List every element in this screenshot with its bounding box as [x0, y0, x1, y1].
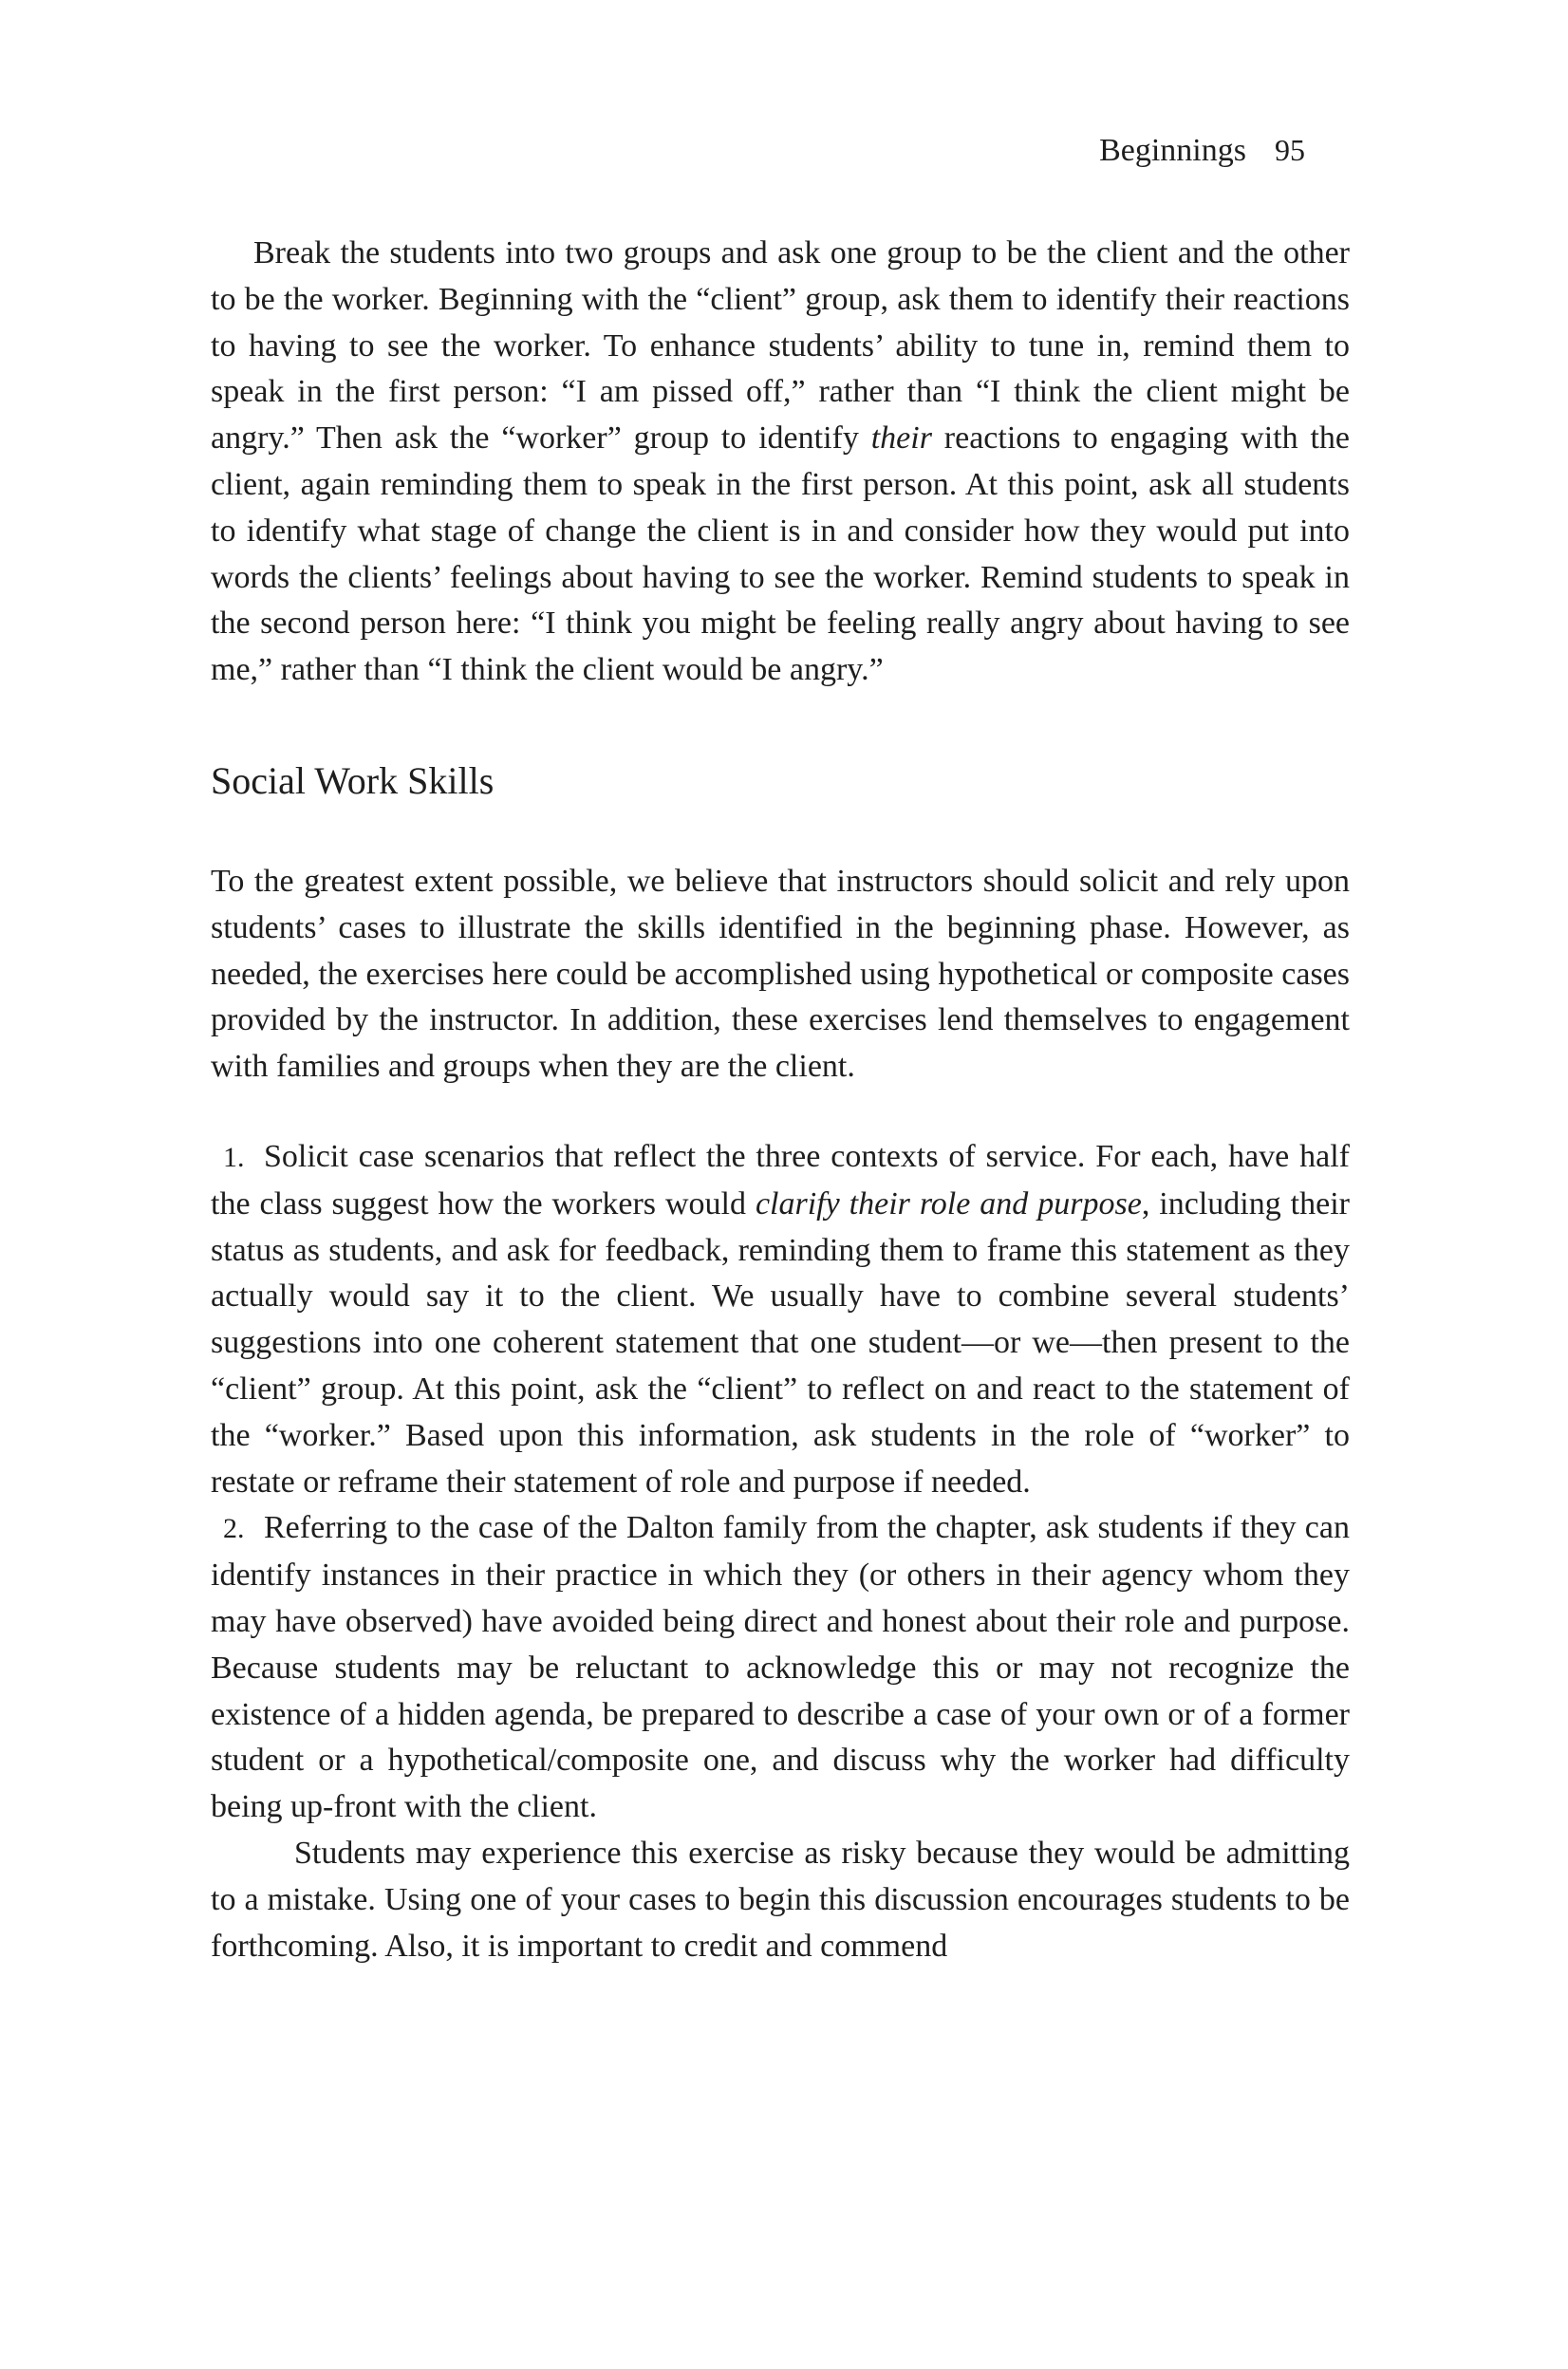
exercise-2-number: 2. [223, 1513, 245, 1545]
exercise-1-number: 1. [223, 1141, 245, 1173]
italic-text-segment: clarify their role and purpose [755, 1185, 1142, 1222]
text-segment: Referring to the case of the Dalton family from the chapter, ask students if they can identify instances in their practice in which they (or others in their agency whom they may have observed) have avoided being direct and honest about their role and purpose. Because students may be reluctant to acknowledge this or may not recognize the existence of a hidden agenda, be prepared to describe a case of your own or of a former student or a hypothetical/composite one, and discuss why the worker had difficulty being up-front with the client. [211, 1510, 1350, 1825]
section-lead-paragraph [211, 859, 1350, 1091]
text-block [211, 231, 1350, 1969]
running-head [1099, 131, 1305, 170]
text-segment: To the greatest extent possible, we believe that instructors should solicit and rely upon students’ cases to illustrate the skills identified in the beginning phase. However, as needed, the exercises here could be accomplished using hypothetical or composite cases provided by the instructor. In addition, these exercises lend themselves to engagement with families and groups when they are the client. [211, 863, 1350, 1085]
italic-text-segment: their [870, 420, 932, 457]
text-segment: Students may experience this exercise as risky because they would be admitting to a mistake. Using one of your cases to begin this discussion encourages students to be forthcoming. Also, it is important to credit and commend [211, 1835, 1350, 1964]
text-segment: reactions to engaging with the client, again reminding them to speak in the first person. At this point, ask all students to identify what stage of change the client is in and consider how they would put into words the clients’ feelings about having to see the worker. Remind students to speak in the second person here: “I think you might be feeling really angry about having to see me,” rather than “I think the client would be angry.” [211, 420, 1350, 688]
text-segment: Break the students into two groups and ask one group to be the client and the other to be the worker. Beginning with the “client” group, ask them to identify their reactions to having to see the worker. To enhance students’ ability to tune in, remind them to speak in the first person: “I am pissed off,” rather than “I think the client might be angry.” Then ask the “worker” group to identify [211, 235, 1350, 457]
intro-paragraph [211, 231, 1350, 694]
exercise-item-1 [211, 1134, 1350, 1505]
exercise-2-text [211, 1510, 1350, 1824]
closing-paragraph [211, 1831, 1350, 1969]
exercise-item-2 [211, 1505, 1350, 1831]
running-head-title: Beginnings [1099, 133, 1246, 168]
page-number: 95 [1275, 133, 1305, 167]
text-segment: Solicit case scenarios that reflect the three contexts of service. For each, have half the class suggest how the workers would [211, 1138, 1350, 1222]
exercise-1-text [211, 1139, 1350, 1500]
section-heading: Social Work Skills [211, 758, 495, 802]
text-segment: , including their status as students, and ask for feedback, reminding them to frame this statement as they actually would say it to the client. We usually have to combine several students’ suggestions into one coherent statement that one student—or we—then present to the “client” group. At this point, ask the “client” to reflect on and react to the statement of the “worker.” Based upon this information, ask students in the role of “worker” to restate or reframe their statement of role and purpose if needed. [211, 1185, 1350, 1500]
